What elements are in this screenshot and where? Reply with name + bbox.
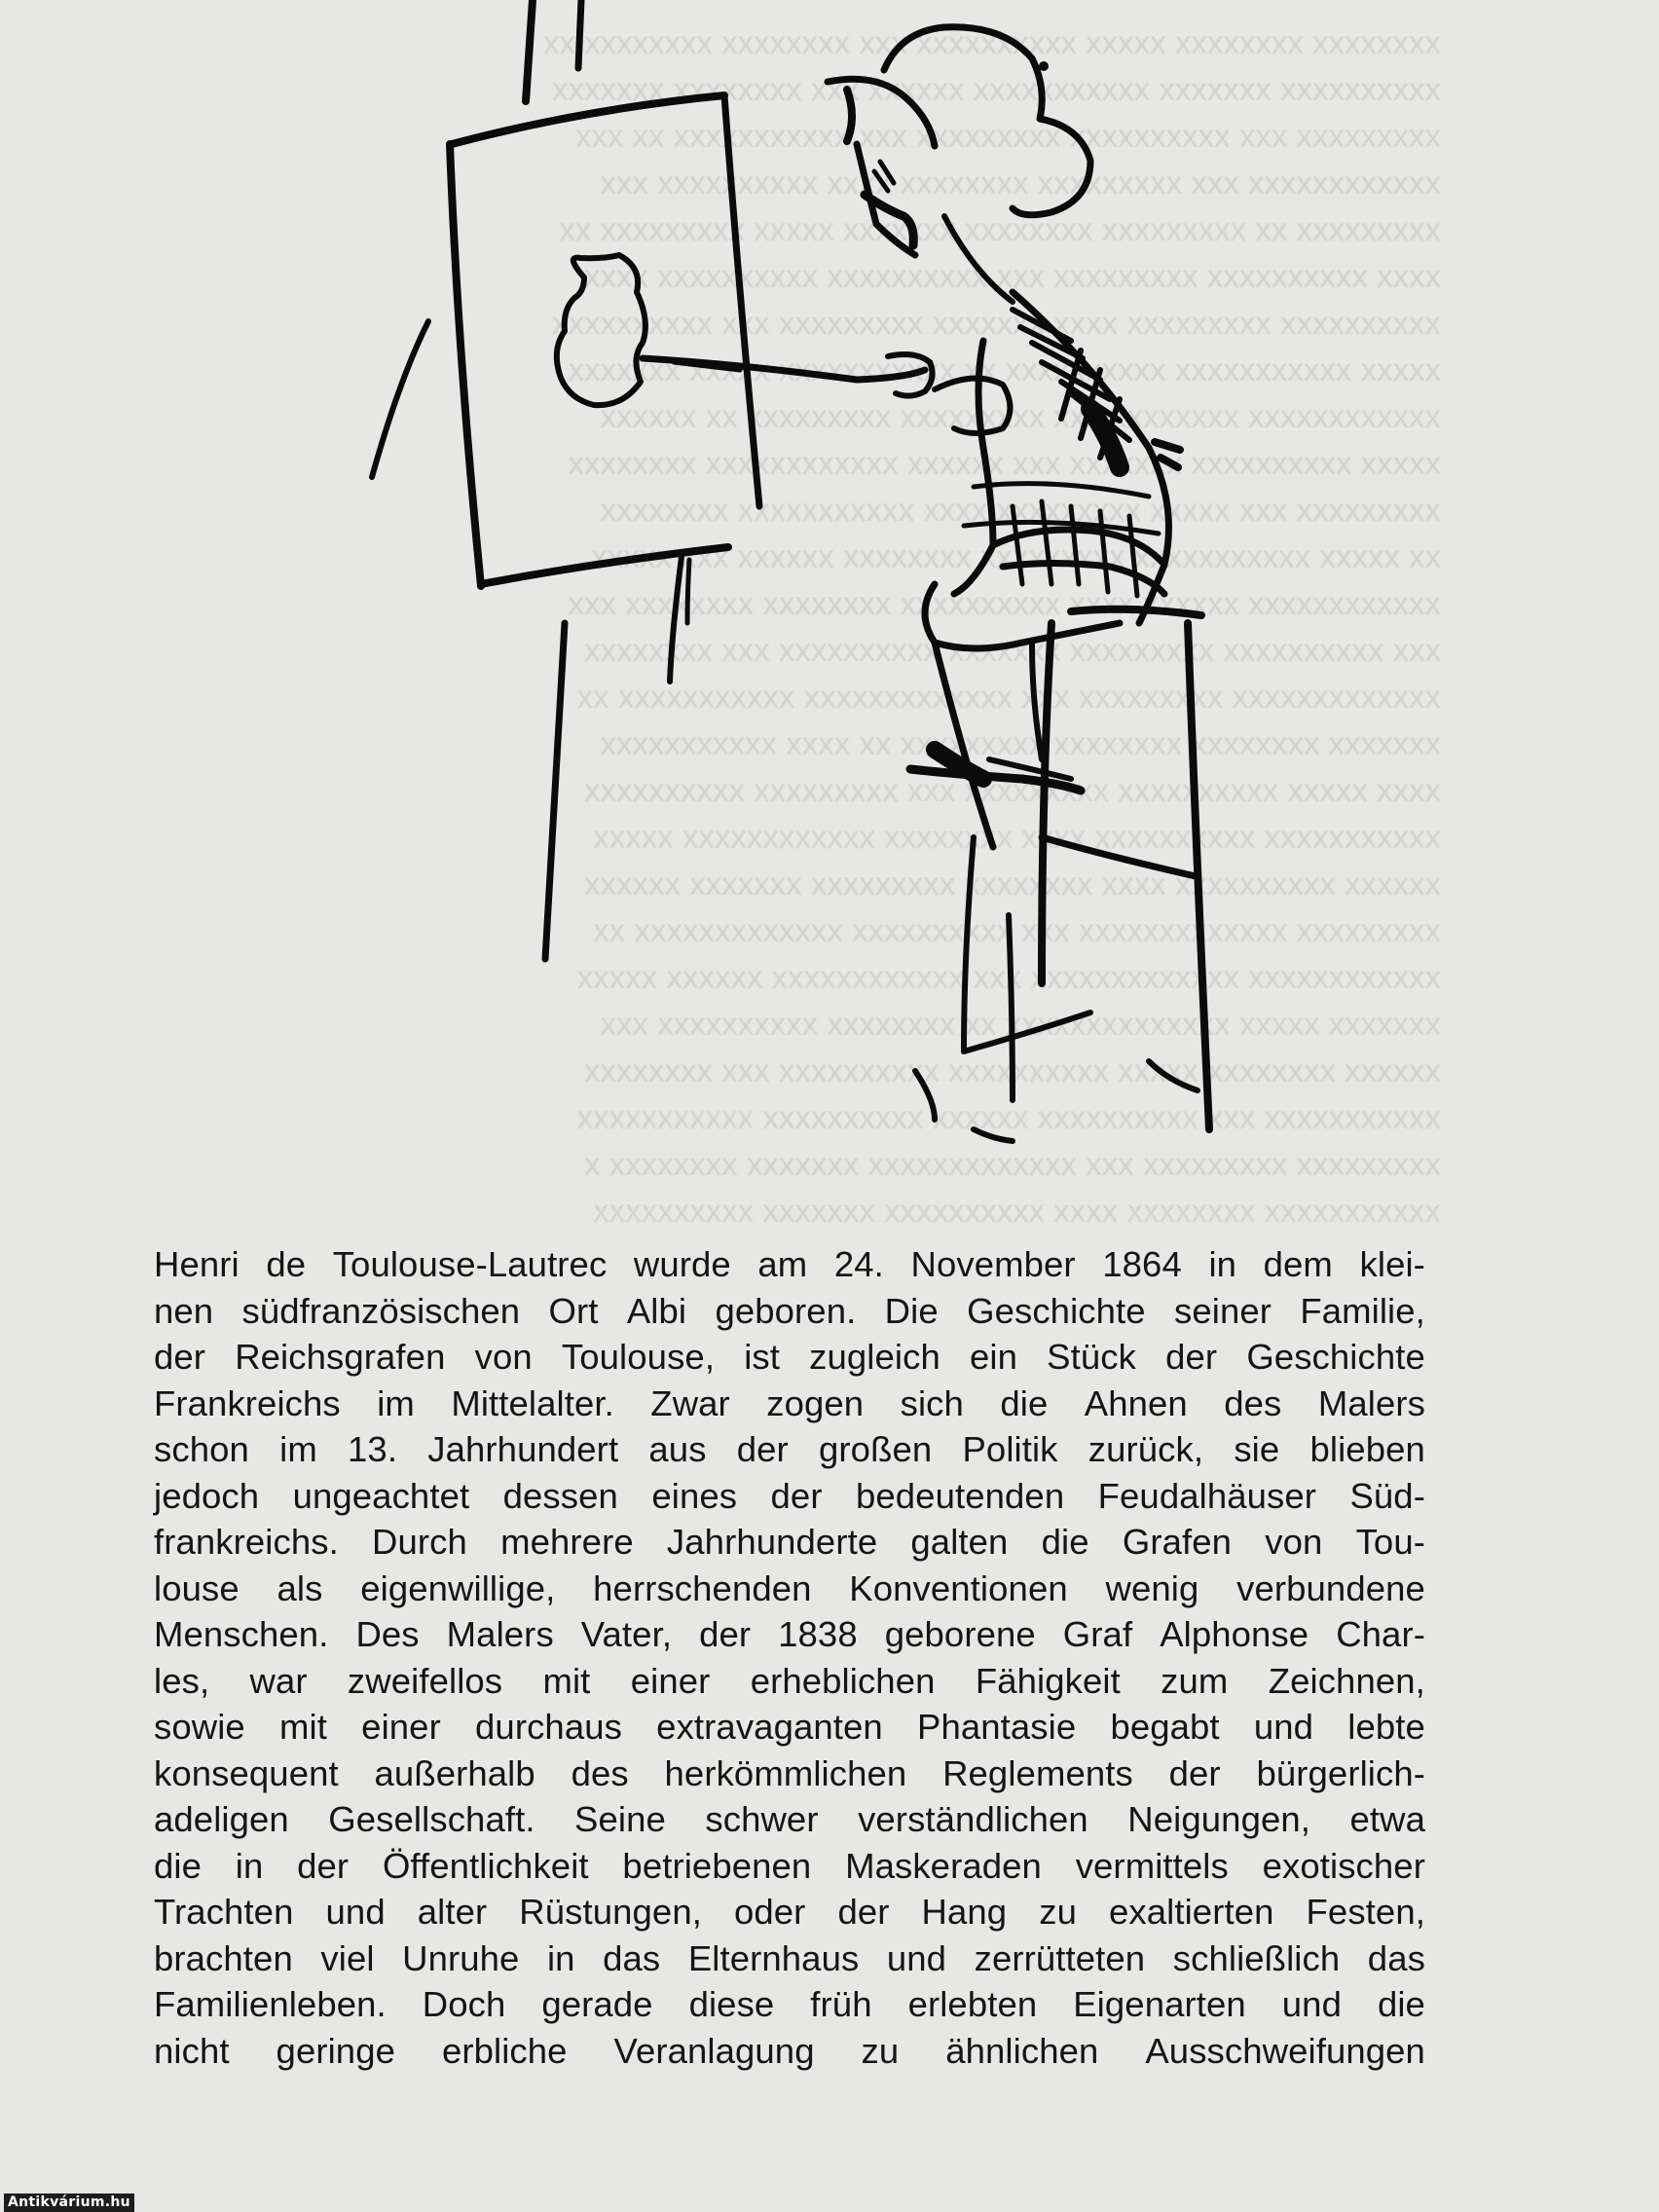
- word: und: [1253, 1707, 1314, 1747]
- word: exotischer: [1262, 1845, 1425, 1886]
- word: verbundene: [1236, 1567, 1425, 1608]
- word: der: [1165, 1337, 1218, 1377]
- word: verständlichen: [858, 1799, 1088, 1839]
- word: im: [377, 1382, 415, 1423]
- word: eines: [651, 1475, 738, 1516]
- word: vermittels: [1075, 1845, 1229, 1886]
- word: etwa: [1349, 1799, 1425, 1839]
- stool-seat: [1071, 609, 1201, 615]
- word: des: [1224, 1382, 1282, 1423]
- word: Phantasie: [917, 1707, 1077, 1747]
- word: die: [1041, 1522, 1089, 1562]
- word: klei-: [1359, 1244, 1425, 1284]
- trousers: [935, 643, 993, 847]
- word: Malers: [1317, 1382, 1425, 1423]
- text-line: [154, 1704, 1425, 1751]
- word: Eigenarten: [1073, 1984, 1246, 2024]
- word: früh: [810, 1984, 872, 2024]
- watermark: Antikvárium.hu: [4, 2194, 134, 2212]
- text-line: [154, 1334, 1425, 1381]
- word: herkömmlichen: [664, 1752, 907, 1793]
- text-line: [154, 1843, 1425, 1890]
- canvas-right-edge: [724, 95, 759, 506]
- word: Jahrhunderte: [666, 1522, 878, 1562]
- word: Veranlagung: [613, 2030, 815, 2071]
- word: seiner: [1174, 1290, 1272, 1331]
- stool-brace: [964, 1013, 1090, 1051]
- stool-foot-left: [915, 1071, 935, 1120]
- text-line: [154, 1889, 1425, 1936]
- word: nicht: [154, 2030, 230, 2071]
- text-line: [154, 1241, 1425, 1288]
- text-line: [154, 1936, 1425, 1982]
- word: konsequent: [154, 1752, 339, 1793]
- word: schwer: [705, 1799, 819, 1839]
- text-line: [154, 1751, 1425, 1797]
- word: adeligen: [154, 1799, 289, 1839]
- word: Die: [884, 1290, 939, 1331]
- trousers-front: [1032, 645, 1042, 759]
- word: der: [1168, 1752, 1221, 1793]
- word: 1864: [1102, 1244, 1182, 1284]
- word: betriebenen: [622, 1845, 812, 1886]
- word: erheblichen: [750, 1660, 936, 1701]
- word: schließlich: [1172, 1937, 1341, 1978]
- word: viel: [320, 1937, 375, 1978]
- word: ungeachtet: [292, 1475, 470, 1516]
- word: wenig: [1105, 1567, 1199, 1608]
- easel-leg-right: [670, 557, 682, 682]
- stool-foot-right: [1149, 1061, 1198, 1090]
- word: geborene: [884, 1614, 1036, 1654]
- word: November: [910, 1244, 1076, 1284]
- word: frankreichs.: [154, 1522, 339, 1562]
- hat-dot: [1039, 61, 1049, 71]
- word: de: [266, 1244, 307, 1284]
- easel-leg-right-2: [687, 560, 689, 623]
- word: der: [770, 1475, 823, 1516]
- word: Gesellschaft.: [328, 1799, 535, 1839]
- show-through-texture: xxxxxxxx xxxxxxxx xxxxx xxxxxxxxxx xxx xxxxxxxx xxxxxxxx xx xxxxxxxxxx xxxxxxx xxxxxxxxxxx xxxxxx xxx xxxxxxxx xxxxxxx xxxxxxxxx xxx xxxxxxxxxx xxxxxxxxx xxx xxxxxxxxxxx xx xxx xxxxxxxxxxxx xxx xxxxxxxxx xxxxxxxx xxxx xxxxxxxxxx xxx xxxxxxxxx xx xxxxxxxxx xxxxxxxx xxxxxxx xxxxx xxxxxxxxx xx xxxx xxxxxxxxxx xxxxxxxxx xxx xxxxxxxxxx xxxxxxxxxx xxxx xxxxxxxxxx xxxxxxxxx xxxx xxxxxxx xxxxxxxxx xxx xxxxxxxxxx xxxxx xxxxxxxxxxx xxxxxxxxxx xx xxxxxxxxxxx xxxxx xxxxxxx xxxxxxxxxxxx xxxxxxxx xxx xxxxxxxxx xxxxxxxxx xx xxxxxx xxxxx xxxxxxxxxx xxxxxxx xxx xxxxxx xxxxxxxxxxxx xxxxxxxx xxxxxxxxx xxx xxxxx xxxxxxxxx xxxx xxxxxxxxxxx xxxxxxxx xx xxxxx xxxxxxxxxxx xxxxxxxxx xxxxxxxx xxxxxx xxx xxxxx xxxxxxxxxxxx xxxxxx xxxx xxxxxxxxxx xxxxxxxx xxxxxxxx xxx xxx xxxxxxxxxx xxxxxxxxx xxxxxxx xxxxxxxxxx xxx xxxxxxxx xxxxxxxxxxxxx xxxxxxxxx xxx xxxxxxxxxxxxx xxxxxxxxxxx xx xxxxxxx xxxxxxxx xxxxxxxx xxxxxxxxx xx xxxx xxxxxxxxxxx xxxx xxxxx xxxxxxxxxx xxxxxxxxx xxx xxxxxxxxx xxxxxxxxxx xxxxxxxxxxx xxxxxxxxxx xxxx xxxxxxxx xxxxxxxxxxxx xxxxx xxxxxx xxxxxxxxxx xxxx xxxxxxxx xxxxxxxxx xxxxxxx xxxxxx xxxxxxxxx xxxxxxxxxxxxx xxx xxxxxxxxxx xxxxxxxxxxxxx xx xxxxxxxxxxxx xxxxxxxxxxxxx xxx xxxxxxxxxxxx xxxxxx xxxxx xxxxxxx xxxxx xxxxxxxxxxxxxx xx xxxxxxxx xxxxxxxxxx xxx xxxxxx xxxxxxxx xxxxx xxxxxxxxxx xxxxxxxxxx xxx xxxxxxxx xxxxxxxxxxx xxx xxxxxxxxxx xxxxxx xxxxxxxxxx xxxxxxxxxxx xxxxxxxxx xxxxxxxxx xxx xxxxxxxxxxxxx xxxxxxx xxxxxxxx x xxxxxxxxxxx xxxxxxxx xxxx xxxxxxxxxx xxxxxxx xxxxxxxxxx: [542, 24, 1441, 1229]
- word: Elternhaus: [687, 1937, 860, 1978]
- word: Frankreichs: [154, 1382, 341, 1423]
- word: Festen,: [1306, 1892, 1425, 1932]
- word: war: [249, 1660, 308, 1701]
- word: Familienleben.: [154, 1984, 387, 2024]
- word: Vater,: [580, 1614, 673, 1654]
- word: in: [546, 1937, 575, 1978]
- word: bedeutenden: [855, 1475, 1065, 1516]
- word: jedoch: [154, 1475, 260, 1516]
- hat-crown: [884, 27, 1090, 215]
- hat-band: [847, 90, 852, 141]
- text-line: [154, 1981, 1425, 2028]
- word: Des: [355, 1614, 420, 1654]
- word: Rüstungen,: [519, 1892, 702, 1932]
- canvas-left-edge: [450, 144, 481, 586]
- word: gerade: [541, 1984, 653, 2024]
- word: geringe: [276, 2030, 396, 2071]
- word: 13.: [348, 1429, 398, 1469]
- word: Trachten: [154, 1892, 294, 1932]
- word: Konventionen: [849, 1567, 1068, 1608]
- word: Süd-: [1349, 1475, 1425, 1516]
- word: Ahnen: [1084, 1382, 1188, 1423]
- word: Toulouse-Lautrec: [332, 1244, 608, 1284]
- word: das: [1367, 1937, 1425, 1978]
- word: blieben: [1309, 1429, 1425, 1469]
- word: diese: [688, 1984, 775, 2024]
- word: eigenwillige,: [360, 1567, 556, 1608]
- word: und: [325, 1892, 386, 1932]
- word: zu: [861, 2030, 900, 2071]
- easel-top-post: [526, 0, 533, 101]
- text-line: [154, 1473, 1425, 1520]
- word: Fähigkeit: [975, 1660, 1121, 1701]
- text-line: [154, 1658, 1425, 1705]
- word: Albi: [626, 1290, 687, 1331]
- text-line: [154, 2028, 1425, 2075]
- stool-leg-back: [964, 837, 974, 1051]
- word: bürgerlich-: [1256, 1752, 1425, 1793]
- word: Henri: [154, 1244, 240, 1284]
- word: Malers: [446, 1614, 554, 1654]
- word: nen: [154, 1290, 214, 1331]
- word: Toulouse,: [561, 1337, 716, 1377]
- word: Jahrhundert: [427, 1429, 619, 1469]
- word: 24.: [833, 1244, 884, 1284]
- word: Geschichte: [967, 1290, 1146, 1331]
- word: Geschichte: [1246, 1337, 1425, 1377]
- word: zweifellos: [347, 1660, 503, 1701]
- word: mit: [542, 1660, 591, 1701]
- canvas-blob: [557, 255, 645, 405]
- word: Alphonse: [1160, 1614, 1309, 1654]
- easel-leg-center: [545, 623, 565, 959]
- word: lebte: [1347, 1707, 1425, 1747]
- canvas-top-edge: [452, 95, 724, 144]
- word: außerhalb: [374, 1752, 535, 1793]
- word: galten: [910, 1522, 1009, 1562]
- word: alter: [417, 1892, 488, 1932]
- word: zerrütteten: [974, 1937, 1146, 1978]
- word: von: [474, 1337, 533, 1377]
- word: zurück,: [1088, 1429, 1204, 1469]
- word: erbliche: [441, 2030, 568, 2071]
- word: der: [297, 1845, 350, 1886]
- word: als: [276, 1567, 323, 1608]
- word: Unruhe: [402, 1937, 520, 1978]
- word: großen: [819, 1429, 933, 1469]
- word: die: [1000, 1382, 1049, 1423]
- word: erlebten: [907, 1984, 1038, 2024]
- easel-leg-left: [372, 321, 428, 477]
- word: zum: [1161, 1660, 1229, 1701]
- text-line: [154, 1566, 1425, 1612]
- word: schon: [154, 1429, 249, 1469]
- neck: [944, 216, 1013, 302]
- word: aus: [648, 1429, 707, 1469]
- word: das: [603, 1937, 661, 1978]
- word: die: [1377, 1984, 1425, 2024]
- word: durchaus: [475, 1707, 622, 1747]
- word: begabt: [1110, 1707, 1220, 1747]
- word: herrschenden: [593, 1567, 812, 1608]
- word: Mittelalter.: [451, 1382, 614, 1423]
- beard-hatch: [874, 162, 894, 191]
- word: ist: [744, 1337, 781, 1377]
- word: Zwar: [650, 1382, 730, 1423]
- word: von: [1265, 1522, 1323, 1562]
- word: der: [736, 1429, 789, 1469]
- word: louse: [154, 1567, 240, 1608]
- stool-rung: [1042, 837, 1196, 876]
- body-paragraph: [154, 1241, 1425, 2074]
- word: oder: [733, 1892, 806, 1932]
- word: Politik: [962, 1429, 1058, 1469]
- word: ähnlichen: [945, 2030, 1099, 2071]
- word: Öffentlichkeit: [382, 1845, 589, 1886]
- word: brachten: [154, 1937, 293, 1978]
- word: Menschen.: [154, 1614, 329, 1654]
- word: einer: [361, 1707, 441, 1747]
- word: in: [1208, 1244, 1237, 1284]
- stool-foot-center: [974, 1129, 1013, 1141]
- word: mit: [279, 1707, 327, 1747]
- word: und: [1281, 1984, 1342, 2024]
- word: les,: [154, 1660, 210, 1701]
- word: zu: [1039, 1892, 1077, 1932]
- word: Reglements: [942, 1752, 1133, 1793]
- chest-hand: [935, 379, 1011, 433]
- word: der: [699, 1614, 752, 1654]
- word: in: [235, 1845, 264, 1886]
- word: Ausschweifungen: [1145, 2030, 1425, 2071]
- stool-leg-inner: [1009, 915, 1013, 1100]
- word: sie: [1234, 1429, 1280, 1469]
- word: Zeichnen,: [1268, 1660, 1425, 1701]
- word: 1838: [778, 1614, 858, 1654]
- stool-leg-left: [1042, 623, 1051, 983]
- word: und: [886, 1937, 947, 1978]
- word: Hang: [921, 1892, 1008, 1932]
- easel-top-post-2: [578, 0, 581, 68]
- text-line: [154, 1796, 1425, 1843]
- word: wurde: [633, 1244, 731, 1284]
- word: dem: [1263, 1244, 1333, 1284]
- word: Grafen: [1122, 1522, 1233, 1562]
- word: zugleich: [809, 1337, 940, 1377]
- word: im: [279, 1429, 317, 1469]
- word: Doch: [422, 1984, 506, 2024]
- text-line: [154, 1288, 1425, 1335]
- word: geboren.: [715, 1290, 857, 1331]
- text-line: [154, 1426, 1425, 1473]
- word: Neigungen,: [1127, 1799, 1311, 1839]
- word: zogen: [766, 1382, 865, 1423]
- word: dessen: [502, 1475, 618, 1516]
- word: Maskeraden: [845, 1845, 1042, 1886]
- word: des: [571, 1752, 629, 1793]
- word: der: [837, 1892, 890, 1932]
- word: einer: [630, 1660, 711, 1701]
- word: sowie: [154, 1707, 245, 1747]
- word: Familie,: [1300, 1290, 1425, 1331]
- word: extravaganten: [656, 1707, 883, 1747]
- word: Char-: [1336, 1614, 1425, 1654]
- word: Seine: [574, 1799, 666, 1839]
- word: die: [154, 1845, 203, 1886]
- word: exaltierten: [1109, 1892, 1274, 1932]
- word: Reichsgrafen: [235, 1337, 446, 1377]
- text-line: [154, 1611, 1425, 1658]
- word: der: [154, 1337, 206, 1377]
- word: Durch: [372, 1522, 467, 1562]
- word: südfranzösischen: [241, 1290, 521, 1331]
- word: Ort: [548, 1290, 599, 1331]
- word: mehrere: [500, 1522, 634, 1562]
- word: ein: [970, 1337, 1018, 1377]
- word: Tou-: [1355, 1522, 1425, 1562]
- word: Feudalhäuser: [1097, 1475, 1317, 1516]
- text-line: [154, 1519, 1425, 1566]
- word: sich: [900, 1382, 964, 1423]
- text-line: [154, 1381, 1425, 1427]
- word: am: [757, 1244, 808, 1284]
- word: Stück: [1047, 1337, 1136, 1377]
- word: Graf: [1062, 1614, 1133, 1654]
